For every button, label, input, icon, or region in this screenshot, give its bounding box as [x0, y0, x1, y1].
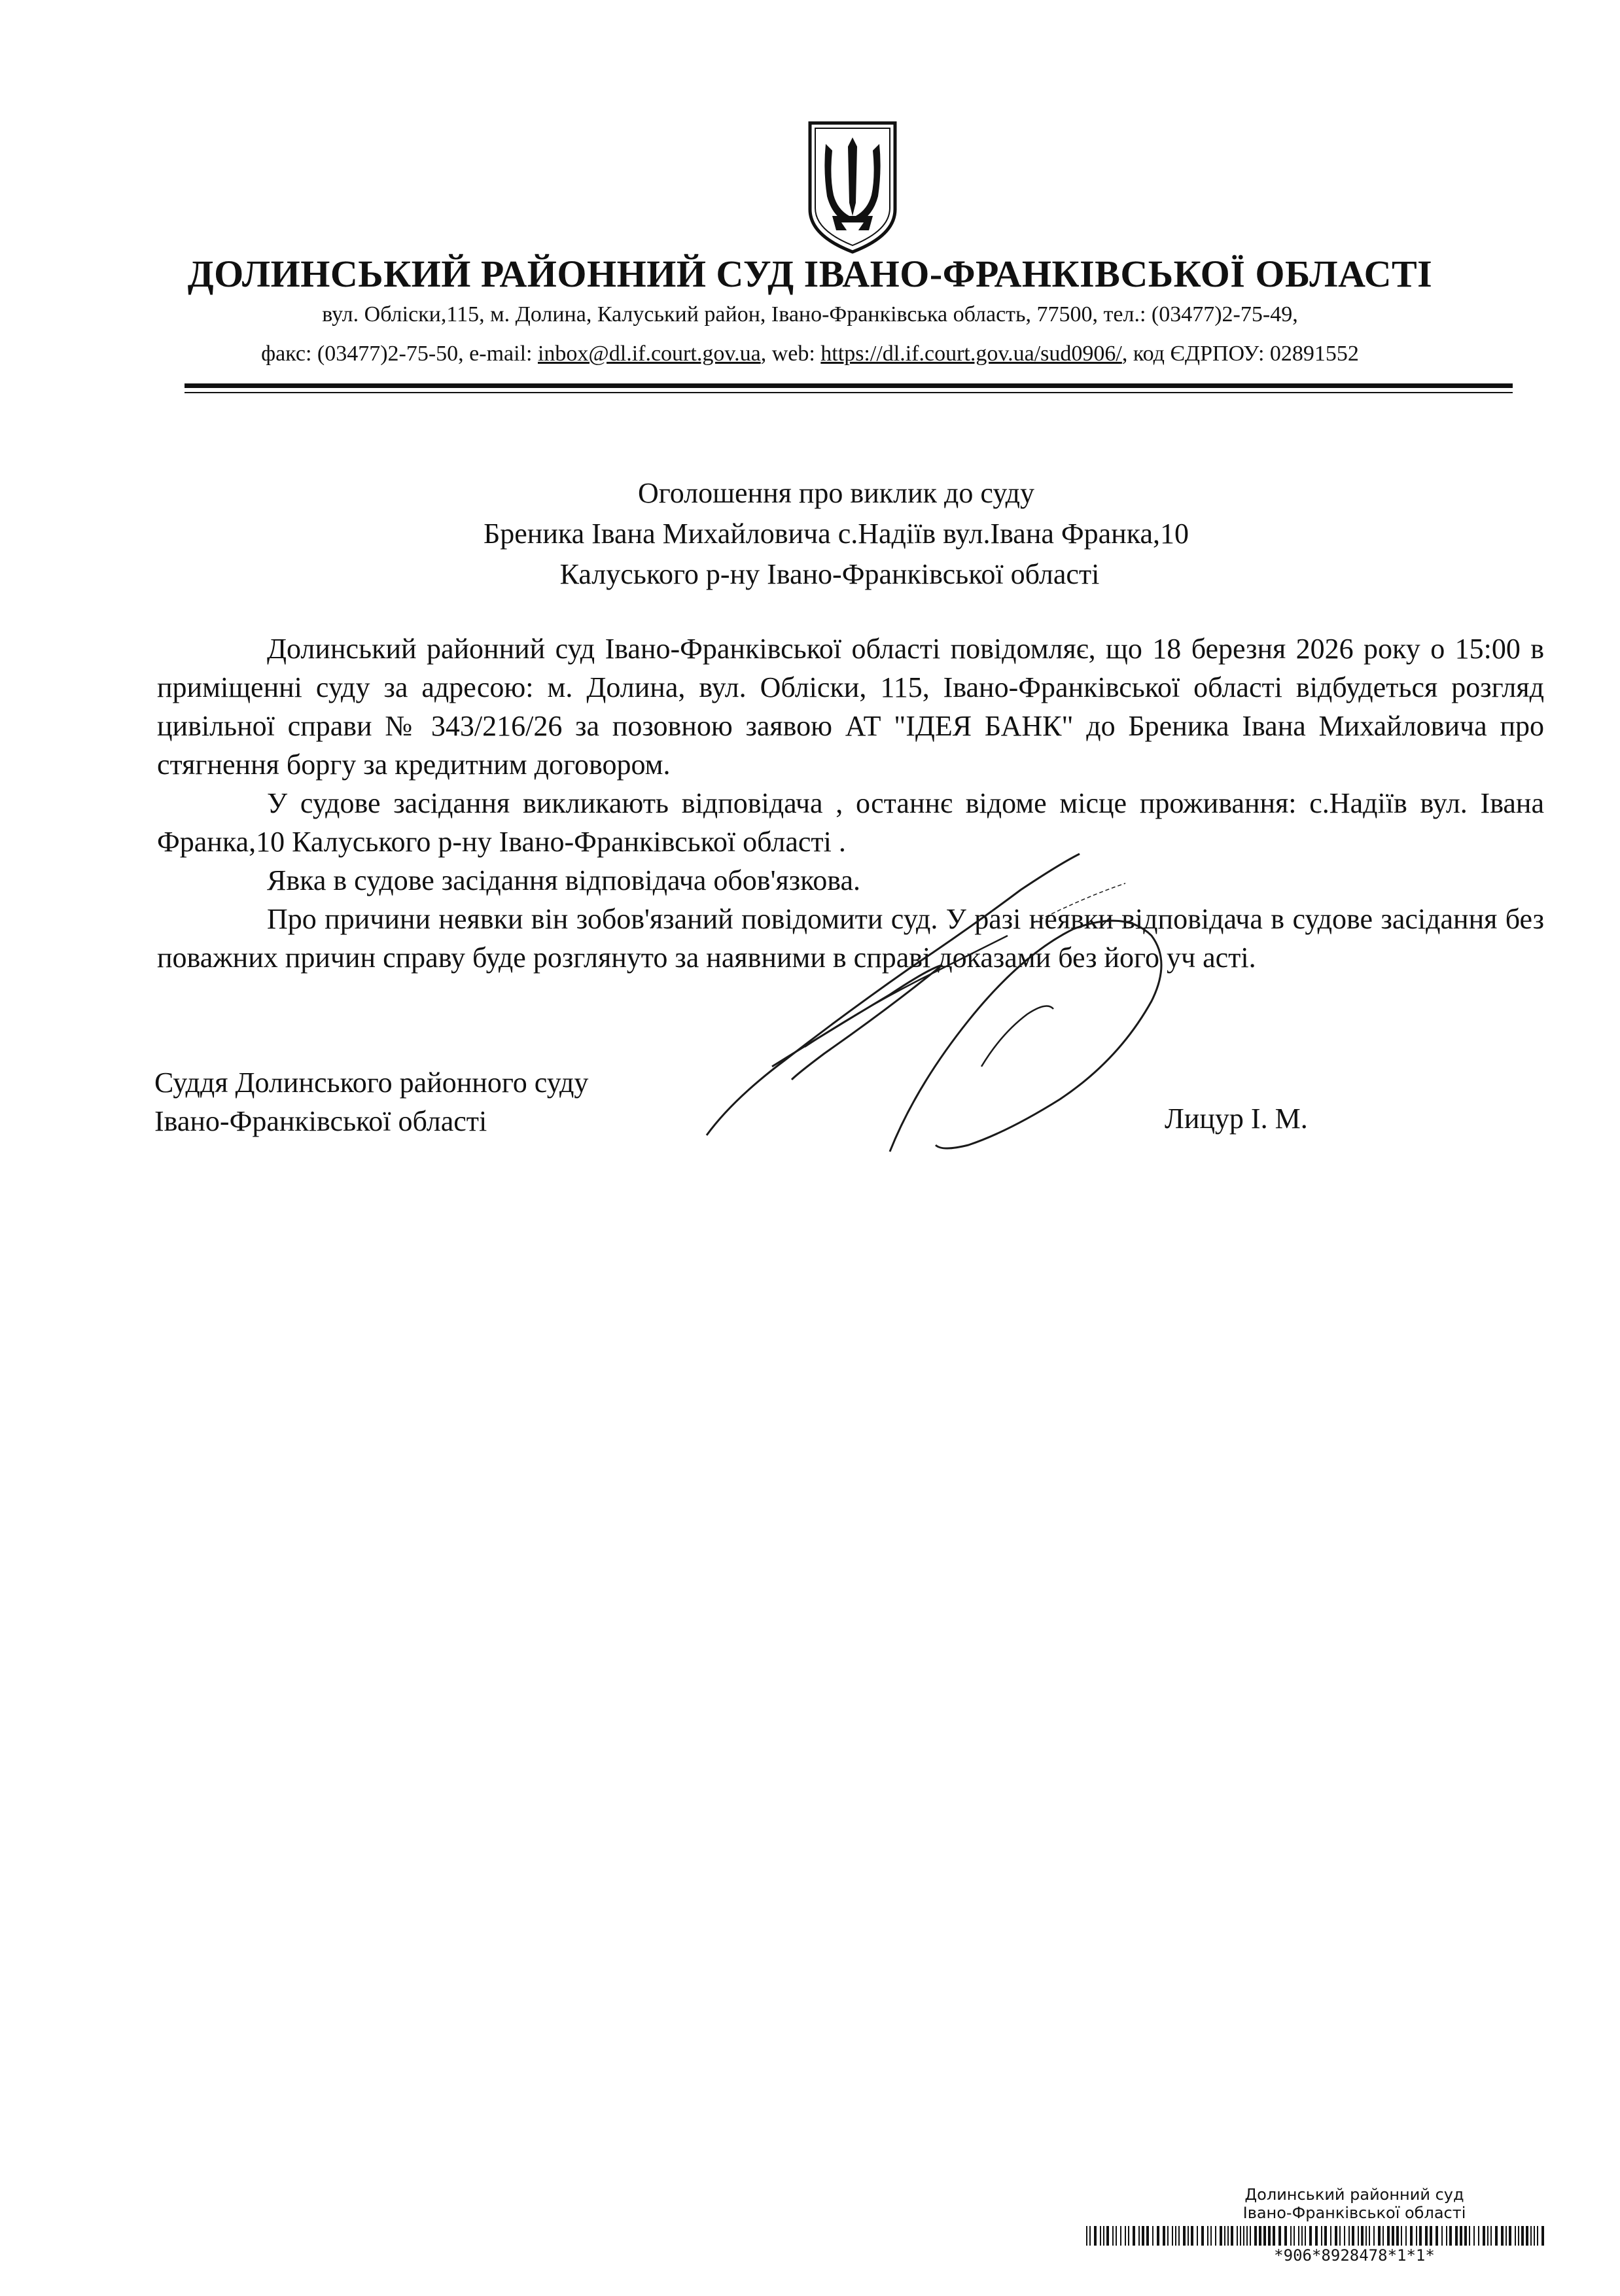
barcode-bar [1509, 2226, 1511, 2246]
barcode-bar [1425, 2226, 1428, 2246]
barcode-bar [1224, 2226, 1225, 2246]
tryzub-coat-of-arms-icon [803, 118, 902, 255]
barcode-bar [1250, 2226, 1251, 2246]
barcode-bar [1396, 2226, 1399, 2246]
barcode-bar [1259, 2226, 1261, 2246]
notice-title: Оголошення про виклик до суду [638, 477, 1034, 509]
barcode-bar [1365, 2226, 1367, 2246]
barcode-bar [1369, 2226, 1370, 2246]
court-address: вул. Обліски,115, м. Долина, Калуський район, Івано-Франківська область, 77500, тел.: (03477)2-75-49, [322, 302, 1298, 327]
barcode-bar [1128, 2226, 1129, 2246]
barcode-bar [1231, 2226, 1233, 2246]
web-label: , web: [760, 342, 821, 366]
barcode-bar [1120, 2226, 1121, 2246]
barcode-bar [1207, 2226, 1208, 2246]
barcode-bar [1172, 2226, 1173, 2246]
barcode-bar [1478, 2226, 1479, 2246]
barcode-bar [1210, 2226, 1212, 2246]
barcode-bar [1530, 2226, 1532, 2246]
barcode-bar [1086, 2226, 1087, 2246]
barcode-bar [1175, 2226, 1176, 2246]
barcode-bar [1215, 2226, 1216, 2246]
notice-defendant: Бреника Івана Михайловича с.Надіїв вул.Івана Франка,10 [484, 518, 1189, 550]
barcode-bar [1483, 2226, 1485, 2246]
barcode-bar [1246, 2226, 1248, 2246]
barcode-bar [1339, 2226, 1341, 2246]
barcode-bar [1294, 2226, 1295, 2246]
court-title: ДОЛИНСЬКИЙ РАЙОННИЙ СУД ІВАНО-ФРАНКІВСЬКОЇ ОБЛАСТІ [187, 253, 1433, 295]
barcode-bar [1446, 2226, 1447, 2246]
barcode-bar [1191, 2226, 1193, 2246]
barcode-bar [1378, 2226, 1381, 2246]
paragraph-hearing-info: Долинський районний суд Івано-Франківської області повідомляє, що 18 березня 2026 року о 15:00 в приміщенні суду за адресою: м. Долина, вул. Обліски, 115, Івано-Франківської області відбудеться розгляд цивільної справи № 343/216/26 за позовною заявою АТ "ІДЕЯ БАНК" до Бреника Івана Михайловича про стягнення боргу за кредитним договором. [157, 633, 1544, 781]
barcode-bar [1263, 2226, 1266, 2246]
barcode-bar [1309, 2226, 1312, 2246]
barcode-bar [1220, 2226, 1222, 2246]
barcode-bar [1298, 2226, 1299, 2246]
barcode-bar [1521, 2226, 1524, 2246]
barcode-bar [1188, 2226, 1189, 2246]
barcode-bar [1469, 2226, 1470, 2246]
barcode-bar [1335, 2226, 1337, 2246]
barcode-bar [1435, 2226, 1438, 2246]
barcode-bar [1352, 2226, 1354, 2246]
barcode-bar [1405, 2226, 1407, 2246]
barcode-bar [1273, 2226, 1275, 2246]
barcode-bar [1146, 2226, 1149, 2246]
barcode-bar [1100, 2226, 1101, 2246]
judge-position-line-1: Суддя Долинського районного суду [154, 1067, 589, 1099]
barcode-bar [1089, 2226, 1091, 2246]
barcode-bar [1330, 2226, 1331, 2246]
judge-position-line-2: Івано-Франківської області [154, 1105, 487, 1137]
barcode-bar [1305, 2226, 1306, 2246]
barcode-icon [1086, 2226, 1544, 2246]
barcode-bar [1515, 2226, 1516, 2246]
barcode-bar [1387, 2226, 1390, 2246]
registry-stamp [1086, 2185, 1544, 2222]
barcode-bar [1315, 2226, 1318, 2246]
court-contacts [0, 342, 1620, 366]
barcode-bar [1278, 2226, 1281, 2246]
barcode-bar [1254, 2226, 1257, 2246]
barcode-bar [1178, 2226, 1180, 2246]
barcode-bar [1419, 2226, 1422, 2246]
barcode-bar [1240, 2226, 1241, 2246]
barcode-bar [1464, 2226, 1467, 2246]
barcode-bar [1167, 2226, 1169, 2246]
header-divider-thin [185, 392, 1513, 393]
barcode-bar [1197, 2226, 1198, 2246]
barcode-bar [1142, 2226, 1144, 2246]
email-link[interactable]: inbox@dl.if.court.gov.ua [537, 342, 761, 366]
barcode-bar [1382, 2226, 1384, 2246]
barcode-bar [1284, 2226, 1287, 2246]
barcode-bar [1152, 2226, 1153, 2246]
barcode-number: *906*8928478*1*1* [1274, 2246, 1435, 2265]
barcode-bar [1430, 2226, 1432, 2246]
barcode-bar [1473, 2226, 1475, 2246]
barcode-bar [1112, 2226, 1114, 2246]
barcode-bar [1526, 2226, 1528, 2246]
barcode-bar [1348, 2226, 1350, 2246]
stamp-org-line-2: Івано-Франківської області [1242, 2204, 1466, 2222]
header-divider-thick [185, 383, 1513, 388]
barcode-bar [1534, 2226, 1535, 2246]
barcode-bar [1290, 2226, 1292, 2246]
edrpou-code: , код ЄДРПОУ: 02891552 [1121, 342, 1359, 366]
barcode-bar [1227, 2226, 1229, 2246]
notice-defendant-region: Калуського р-ну Івано-Франківської області [559, 558, 1100, 590]
barcode-bar [1133, 2226, 1135, 2246]
barcode-bar [1201, 2226, 1204, 2246]
barcode-bar [1460, 2226, 1462, 2246]
handwritten-signature-icon [694, 838, 1191, 1178]
barcode-bar [1237, 2226, 1238, 2246]
barcode-bar [1537, 2226, 1538, 2246]
barcode-bar [1321, 2226, 1322, 2246]
barcode-bar [1138, 2226, 1140, 2246]
barcode-bar [1094, 2226, 1097, 2246]
barcode-bar [1416, 2226, 1417, 2246]
barcode-bar [1487, 2226, 1488, 2246]
barcode-bar [1361, 2226, 1364, 2246]
barcode-bar [1125, 2226, 1126, 2246]
barcode-bar [1324, 2226, 1327, 2246]
barcode-bar [1518, 2226, 1519, 2246]
paragraph-absence: Про причини неявки він зобов'язаний повідомити суд. У разі неявки відповідача в судове засідання без поважних причин справу буде розглянуто за наявними в справі доказами без його уч асті. [157, 903, 1544, 974]
stamp-org-line-1: Долинський районний суд [1244, 2185, 1464, 2204]
barcode-bar [1157, 2226, 1159, 2246]
paragraph-attendance: Явка в судове засідання відповідача обов'язкова. [267, 864, 860, 896]
barcode-bar [1501, 2226, 1504, 2246]
barcode-bar [1495, 2226, 1498, 2246]
barcode-bar [1490, 2226, 1492, 2246]
barcode-bar [1541, 2226, 1544, 2246]
barcode-bar [1163, 2226, 1165, 2246]
barcode-bar [1410, 2226, 1413, 2246]
barcode-bar [1441, 2226, 1443, 2246]
paragraph-summons: У судове засідання викликають відповідача , останнє відоме місце проживання: с.Надіїв вул. Івана Франка,10 Калуського р-ну Івано-Франківської області . [157, 787, 1544, 858]
barcode-bar [1106, 2226, 1109, 2246]
barcode-bar [1455, 2226, 1458, 2246]
barcode-bar [1358, 2226, 1359, 2246]
barcode-bar [1449, 2226, 1452, 2246]
barcode-bar [1116, 2226, 1117, 2246]
fax-text: факс: (03477)2-75-50, e-mail: [261, 342, 538, 366]
barcode-bar [1373, 2226, 1375, 2246]
judge-name: Лицур І. М. [1165, 1103, 1308, 1135]
barcode-bar [1183, 2226, 1186, 2246]
barcode-bar [1401, 2226, 1402, 2246]
barcode-bar [1103, 2226, 1104, 2246]
barcode-bar [1392, 2226, 1394, 2246]
barcode-bar [1268, 2226, 1271, 2246]
barcode-bar [1243, 2226, 1244, 2246]
website-link[interactable]: https://dl.if.court.gov.ua/sud0906/ [820, 342, 1122, 366]
judge-position [154, 1063, 588, 1140]
barcode-bar [1506, 2226, 1507, 2246]
barcode-bar [1344, 2226, 1345, 2246]
barcode-bar [1301, 2226, 1303, 2246]
